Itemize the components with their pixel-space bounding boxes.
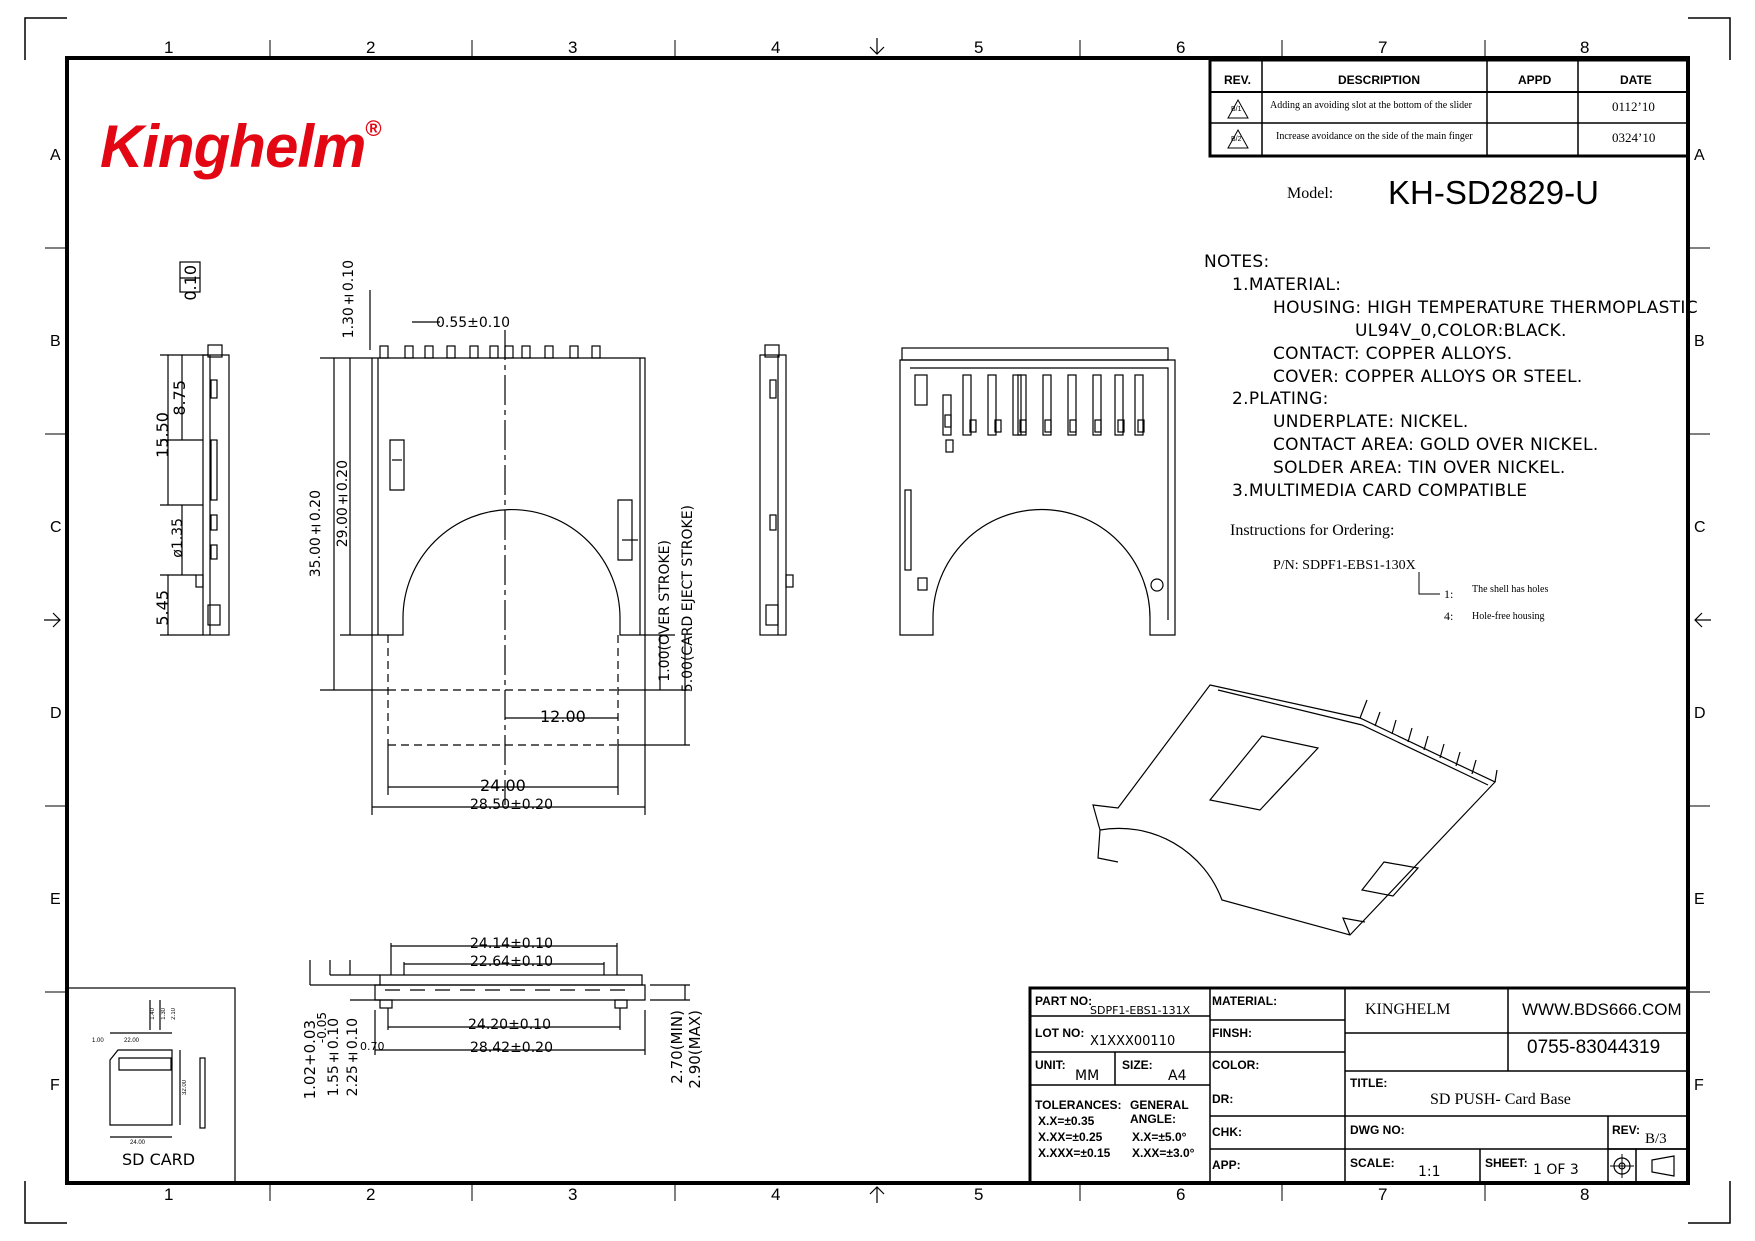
zone-col-2: 2: [366, 38, 376, 57]
size-value: A4: [1168, 1068, 1187, 1084]
unit-label: UNIT:: [1035, 1058, 1066, 1072]
chk-label: CHK:: [1212, 1125, 1242, 1139]
tolerances-label: TOLERANCES:: [1035, 1098, 1122, 1112]
zone-row-b-right: B: [1694, 333, 1705, 350]
sheet-label: SHEET:: [1485, 1156, 1528, 1170]
ordering-option-1-text: The shell has holes: [1472, 584, 1549, 595]
sd-card-label: SD CARD: [122, 1150, 196, 1169]
lot-no-label: LOT NO:: [1035, 1026, 1085, 1040]
dim-12-00: 12.00: [540, 707, 586, 726]
angle-2: X.XX=±3.0°: [1132, 1146, 1195, 1160]
company-name: KINGHELM: [1365, 1001, 1451, 1018]
dim-over-stroke: 1.00(OVER STROKE): [657, 540, 673, 682]
brand-logo: [100, 112, 382, 181]
ordering-option-2-code: 4:: [1444, 609, 1454, 623]
model-label: Model:: [1287, 185, 1334, 202]
zone-row-d-right: D: [1694, 705, 1706, 722]
logo-registered-mark: ®: [365, 116, 382, 141]
notes-line-7: UNDERPLATE: NICKEL.: [1273, 412, 1469, 432]
dim-2-70-min: 2.70(MIN): [668, 1010, 686, 1084]
zone-row-c-right: C: [1694, 519, 1706, 536]
zone-col-8-bottom: 8: [1580, 1185, 1590, 1204]
notes-line-4: CONTACT: COPPER ALLOYS.: [1273, 344, 1513, 364]
sd-dim-1-30: 1.30: [161, 1008, 167, 1020]
part-no-value: SDPF1-EBS1-131X: [1090, 1004, 1191, 1017]
dim-24-14: 24.14±0.10: [470, 936, 553, 952]
zone-col-7: 7: [1378, 38, 1388, 57]
angle-1: X.X=±5.0°: [1132, 1130, 1187, 1144]
website: WWW.BDS666.COM: [1522, 1000, 1682, 1019]
rev-row-1-rev: B/1: [1231, 106, 1242, 113]
tolerance-1: X.X=±0.35: [1038, 1114, 1095, 1128]
dim-15-50: 15.50: [153, 412, 172, 458]
dim-1-02: 1.02+0.03: [301, 1020, 319, 1100]
notes-title: NOTES:: [1204, 252, 1270, 272]
rev-value: B/3: [1645, 1131, 1667, 1147]
zone-col-3-bottom: 3: [568, 1185, 578, 1204]
isometric-view: [1093, 685, 1497, 935]
dr-label: DR:: [1212, 1092, 1234, 1106]
part-no-label: PART NO:: [1035, 994, 1093, 1008]
drawing-title: SD PUSH- Card Base: [1430, 1091, 1571, 1108]
rev-row-2-rev: B/2: [1231, 136, 1242, 143]
zone-col-6-bottom: 6: [1176, 1185, 1186, 1204]
zone-col-4: 4: [771, 38, 781, 57]
sd-dim-1-00: 1.00: [92, 1038, 104, 1044]
dim-24-20: 24.20±0.10: [468, 1017, 551, 1033]
model-number: KH-SD2829-U: [1388, 174, 1599, 211]
zone-row-a-right: A: [1694, 147, 1705, 164]
rev-row-1-date: 0112’10: [1612, 99, 1655, 114]
notes-line-10: 3.MULTIMEDIA CARD COMPATIBLE: [1232, 481, 1528, 501]
dim-22-64: 22.64±0.10: [470, 954, 553, 970]
scale-label: SCALE:: [1350, 1156, 1395, 1170]
lot-no-value: X1XXX00110: [1090, 1034, 1176, 1049]
dim-0-70: 0.70: [360, 1040, 385, 1053]
narrow-side-view: [760, 345, 793, 635]
dim-flatness: 0.10: [181, 265, 200, 301]
dim-5-45: 5.45: [153, 590, 172, 626]
zone-row-b: B: [50, 333, 61, 350]
dim-1-30: 1.30±0.10: [341, 260, 357, 339]
sheet-value: 1 OF 3: [1533, 1162, 1579, 1178]
ordering-option-1-code: 1:: [1444, 587, 1454, 601]
rev-header: REV.: [1224, 73, 1251, 87]
description-header: DESCRIPTION: [1338, 73, 1421, 87]
tolerance-2: X.XX=±0.25: [1038, 1130, 1103, 1144]
dim-35-00: 35.00±0.20: [308, 490, 324, 578]
zone-row-e-right: E: [1694, 891, 1705, 908]
dim-2-90-max: 2.90(MAX): [686, 1010, 704, 1089]
notes-line-2: HOUSING: HIGH TEMPERATURE THERMOPLASTIC: [1273, 298, 1698, 318]
projection-symbol-icon: [1612, 1156, 1632, 1176]
zone-col-4-bottom: 4: [771, 1185, 781, 1204]
zone-col-6: 6: [1176, 38, 1186, 57]
dim-hole-dia: ø1.35: [170, 518, 186, 558]
material-label: MATERIAL:: [1212, 994, 1278, 1008]
phone-number: 0755-83044319: [1527, 1037, 1661, 1058]
zone-col-1-bottom: 1: [164, 1185, 174, 1204]
app-label: APP:: [1212, 1158, 1241, 1172]
size-label: SIZE:: [1122, 1058, 1153, 1072]
notes-line-1: 1.MATERIAL:: [1232, 275, 1342, 295]
centering-arrows: [44, 38, 1711, 1203]
ordering-part-number: P/N: SDPF1-EBS1-130X: [1273, 558, 1416, 573]
notes-line-6: 2.PLATING:: [1232, 389, 1329, 409]
zone-row-e: E: [50, 891, 61, 908]
zone-row-f: F: [50, 1077, 60, 1094]
zone-col-8: 8: [1580, 38, 1590, 57]
dim-28-50: 28.50±0.20: [470, 797, 553, 813]
dim-2-25: 2.25±0.10: [345, 1018, 361, 1097]
dim-29-00: 29.00±0.20: [335, 460, 351, 548]
color-label: COLOR:: [1212, 1058, 1260, 1072]
zone-col-5: 5: [974, 38, 984, 57]
notes-line-8: CONTACT AREA: GOLD OVER NICKEL.: [1273, 435, 1599, 455]
tolerance-3: X.XXX=±0.15: [1038, 1146, 1111, 1160]
finish-label: FINSH:: [1212, 1026, 1252, 1040]
date-header: DATE: [1620, 73, 1652, 87]
general-angle-label: GENERAL ANGLE:: [1130, 1098, 1189, 1126]
zone-col-5-bottom: 5: [974, 1185, 984, 1204]
notes-line-3: UL94V_0,COLOR:BLACK.: [1355, 321, 1567, 341]
bottom-view: [900, 348, 1175, 635]
dim-1-02-tolerance: -0.05: [315, 1012, 329, 1044]
rev-row-1-description: Adding an avoiding slot at the bottom of the slider: [1270, 100, 1472, 111]
zone-ticks: [45, 40, 1710, 1201]
zone-col-2-bottom: 2: [366, 1185, 376, 1204]
logo-text: Kinghelm: [100, 113, 366, 180]
zone-row-a: A: [50, 147, 61, 164]
sd-dim-32-00: 32.00: [182, 1080, 188, 1096]
rev-row-2-date: 0324’10: [1612, 130, 1656, 145]
dwg-no-label: DWG NO:: [1350, 1123, 1405, 1137]
top-view: [320, 290, 690, 815]
zone-col-7-bottom: 7: [1378, 1185, 1388, 1204]
rev-label: REV:: [1612, 1123, 1641, 1137]
sd-dim-1-40: 1.40: [150, 1008, 156, 1020]
zone-col-3: 3: [568, 38, 578, 57]
sd-dim-2-10: 2.10: [171, 1008, 177, 1020]
zone-row-c: C: [50, 519, 62, 536]
notes-line-5: COVER: COPPER ALLOYS OR STEEL.: [1273, 367, 1583, 387]
dim-eject-stroke: 5.00(CARD EJECT STROKE): [680, 505, 696, 693]
ordering-title: Instructions for Ordering:: [1230, 522, 1395, 539]
title-label: TITLE:: [1350, 1076, 1388, 1090]
ordering-option-2-text: Hole-free housing: [1472, 611, 1545, 622]
unit-value: MM: [1075, 1068, 1100, 1084]
appd-header: APPD: [1518, 73, 1552, 87]
sd-dim-24-00: 24.00: [130, 1140, 146, 1146]
zone-row-f-right: F: [1694, 1077, 1704, 1094]
dim-28-42: 28.42±0.20: [470, 1040, 553, 1056]
notes-line-9: SOLDER AREA: TIN OVER NICKEL.: [1273, 458, 1566, 478]
scale-value: 1:1: [1418, 1164, 1441, 1180]
sd-dim-22-00: 22.00: [124, 1038, 140, 1044]
dim-8-75: 8.75: [170, 380, 189, 416]
ordering-leader-line: [1412, 572, 1442, 602]
rev-row-2-description: Increase avoidance on the side of the main finger: [1276, 131, 1473, 142]
dim-1-55: 1.55±0.10: [326, 1018, 342, 1097]
zone-col-1: 1: [164, 38, 174, 57]
dim-0-55: 0.55±0.10: [436, 315, 511, 331]
zone-row-d: D: [50, 705, 62, 722]
dim-24-00: 24.00: [480, 776, 526, 795]
